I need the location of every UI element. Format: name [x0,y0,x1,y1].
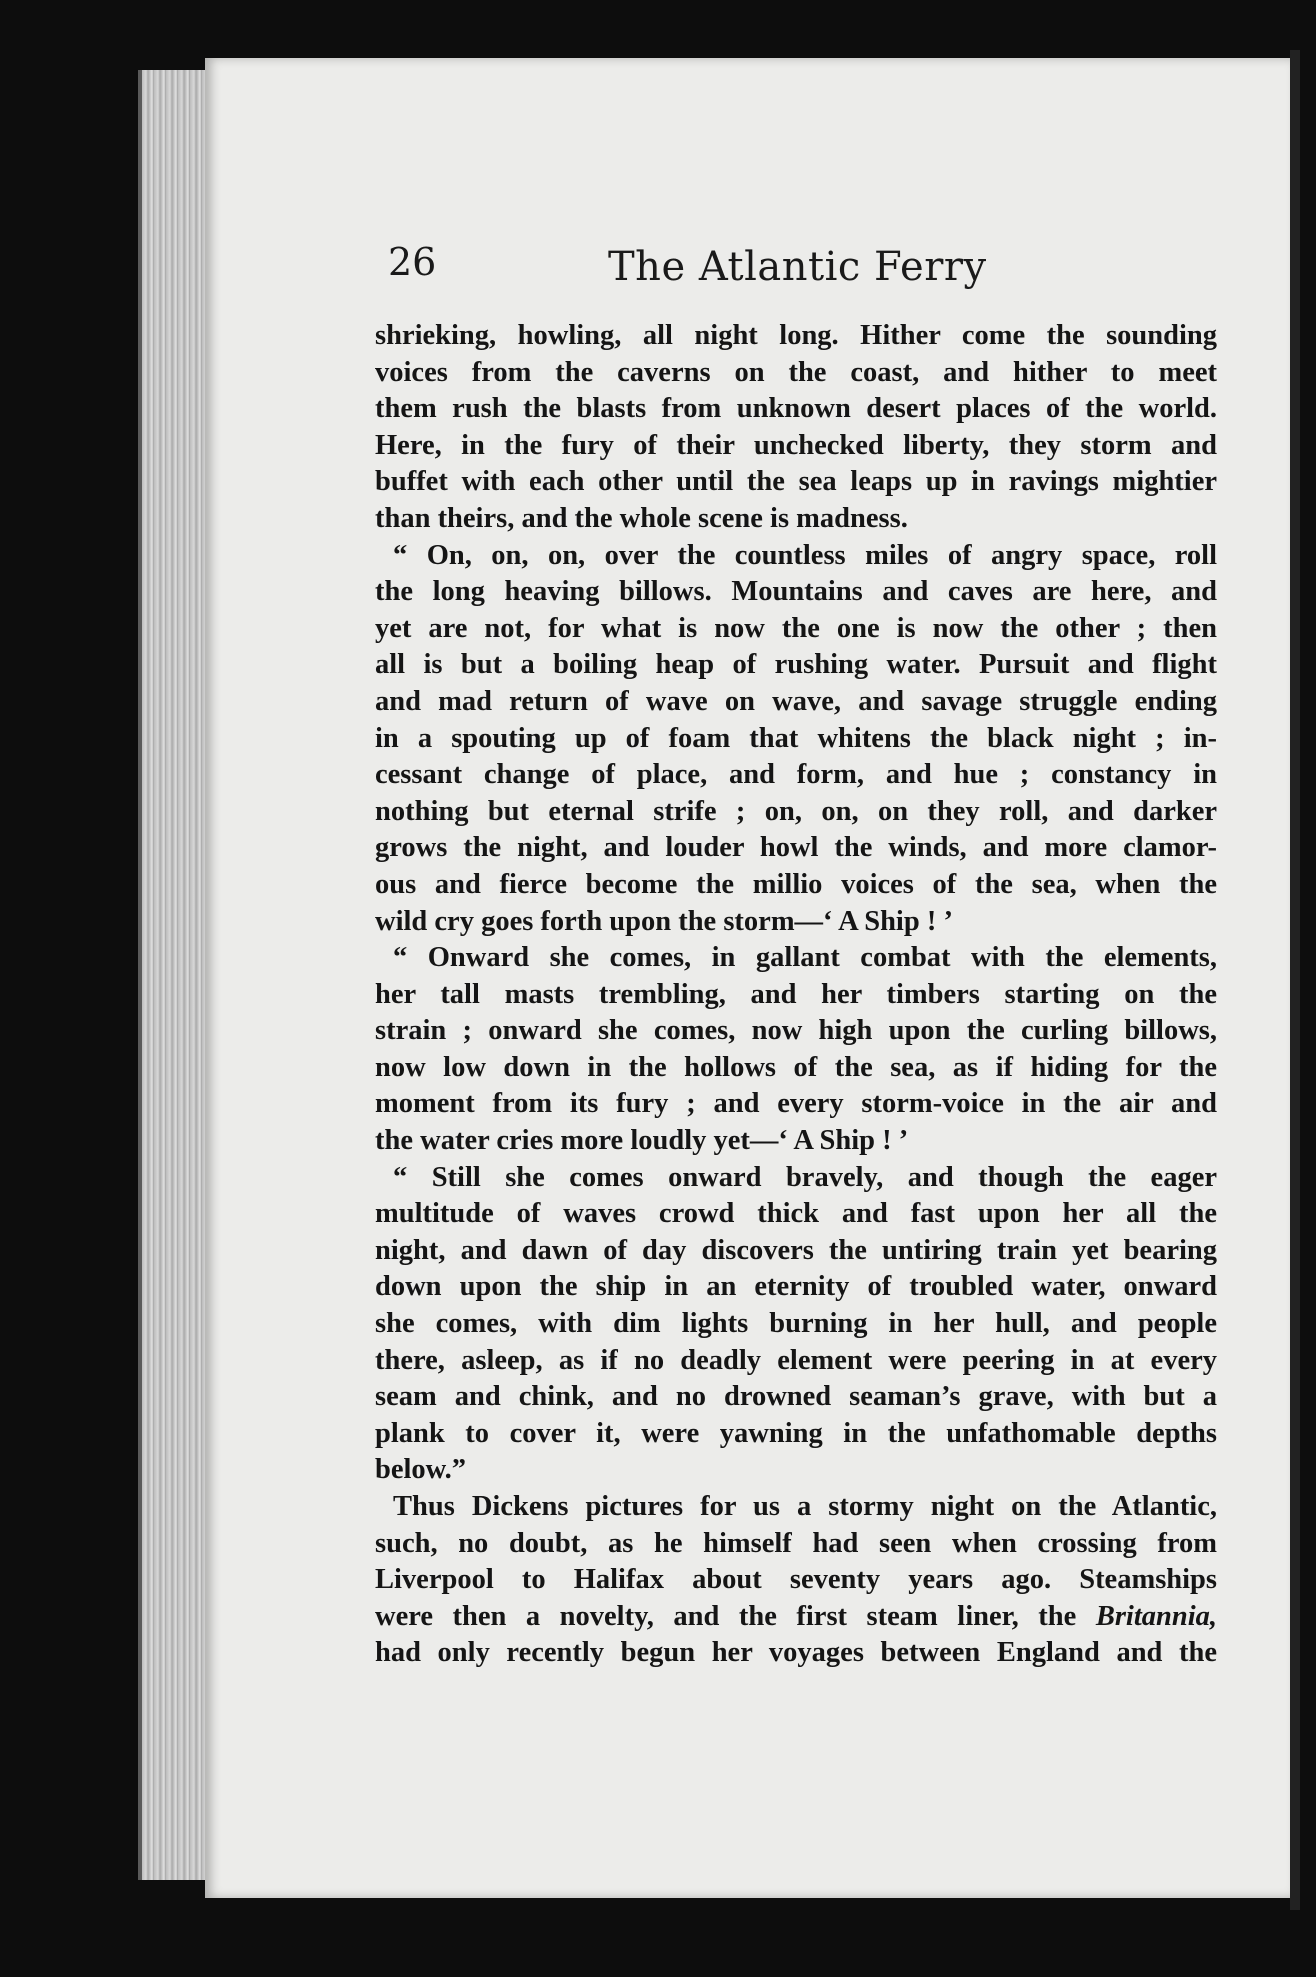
text-line: ous and fierce become the millio voices of the sea, when the [375,868,1217,900]
text-line: plank to cover it, were yawning in the unfathomable depths [375,1417,1217,1449]
text-line: below.” [375,1454,467,1486]
text-line: and mad return of wave on wave, and savage struggle ending [375,685,1217,717]
text-line: down upon the ship in an eternity of troubled water, onward [375,1271,1217,1303]
text-line: in a spouting up of foam that whitens the black night ; in- [375,722,1217,754]
text-line: “ Still she comes onward bravely, and though the eager [393,1161,1217,1193]
text-line: moment from its fury ; and every storm-voice in the air and [375,1088,1217,1120]
text-line: the water cries more loudly yet—‘ A Ship ! ’ [375,1125,909,1157]
page-header [388,240,1008,310]
text-line: had only recently begun her voyages between England and the [375,1637,1217,1669]
text-line: them rush the blasts from unknown desert places of the world. [375,393,1217,425]
text-line: now low down in the hollows of the sea, as if hiding for the [375,1051,1217,1083]
text-line: grows the night, and louder howl the winds, and more clamor- [375,832,1217,864]
text-line: her tall masts trembling, and her timbers starting on the [375,978,1217,1010]
page-number: 26 [388,240,437,284]
text-line: Here, in the fury of their unchecked liberty, they storm and [375,429,1217,461]
text-line: strain ; onward she comes, now high upon the curling billows, [375,1015,1217,1047]
text-line: the long heaving billows. Mountains and caves are here, and [375,576,1217,608]
text-line: cessant change of place, and form, and hue ; constancy in [375,759,1217,791]
text-line: yet are not, for what is now the one is now the other ; then [375,612,1217,644]
text-line: there, asleep, as if no deadly element were peering in at every [375,1344,1217,1376]
text-line-with-italic [375,1599,1217,1636]
text-line: “ On, on, on, over the countless miles of angry space, roll [393,539,1217,571]
text-line: voices from the caverns on the coast, and hither to meet [375,356,1217,388]
text-line: wild cry goes forth upon the storm—‘ A Ship ! ’ [375,905,953,937]
text-line: nothing but eternal strife ; on, on, on they roll, and darker [375,795,1217,827]
book-binding-shadow [1290,50,1300,1910]
text-line: than theirs, and the whole scene is madness. [375,502,908,534]
text-line: she comes, with dim lights burning in her hull, and people [375,1308,1217,1340]
running-title: The Atlantic Ferry [608,244,987,290]
text-line: Liverpool to Halifax about seventy years ago. Steamships [375,1564,1217,1596]
text-line: buffet with each other until the sea leaps up in ravings mightier [375,466,1217,498]
text-line: all is but a boiling heap of rushing water. Pursuit and flight [375,649,1217,681]
text-line: night, and dawn of day discovers the untiring train yet bearing [375,1234,1217,1266]
body-text [375,318,1217,1672]
text-line: shrieking, howling, all night long. Hither come the sounding [375,320,1217,351]
text-fragment: were then a novelty, and the first steam liner, the [375,1600,1096,1632]
ship-name-italic: Britannia, [1095,1600,1217,1632]
text-line: Thus Dickens pictures for us a stormy night on the Atlantic, [393,1491,1217,1522]
text-line: such, no doubt, as he himself had seen when crossing from [375,1527,1217,1559]
text-line: multitude of waves crowd thick and fast upon her all the [375,1198,1217,1230]
text-line: “ Onward she comes, in gallant combat with the elements, [393,942,1217,974]
text-line: seam and chink, and no drowned seaman’s grave, with but a [375,1381,1217,1413]
